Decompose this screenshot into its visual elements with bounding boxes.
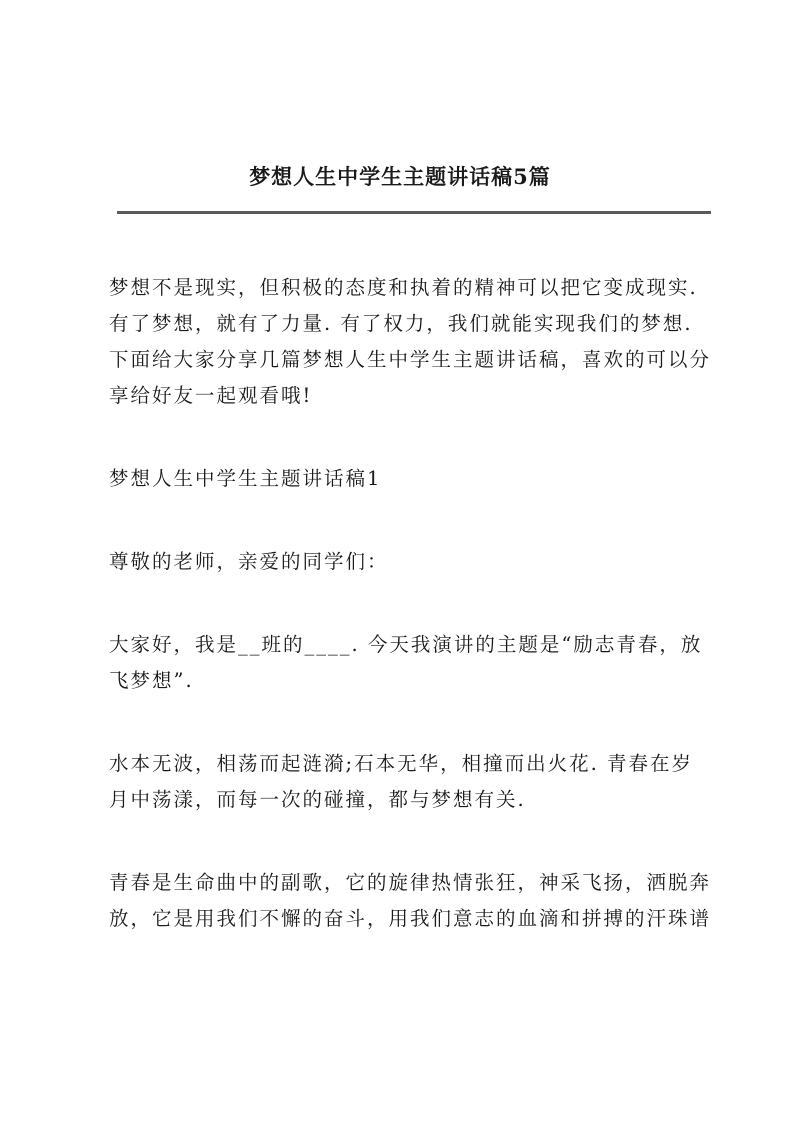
title-divider <box>117 211 711 214</box>
paragraph-salutation <box>109 544 713 580</box>
paragraph-intro <box>109 270 713 414</box>
text-line: 享给好友一起观看哦! <box>109 384 313 407</box>
text-line: 梦想不是现实，但积极的态度和执着的精神可以把它变成现实. <box>109 276 698 299</box>
document-title: 梦想人生中学生主题讲话稿5篇 <box>249 164 551 189</box>
text-line: 下面给大家分享几篇梦想人生中学生主题讲话稿，喜欢的可以分 <box>109 348 712 371</box>
text-line: 飞梦想”. <box>109 669 194 692</box>
text-line: 放，它是用我们不懈的奋斗，用我们意志的血滴和拼搏的汗珠谱 <box>109 907 712 930</box>
text-line: 尊敬的老师，亲爱的同学们： <box>109 550 389 573</box>
text-line: 梦想人生中学生主题讲话稿1 <box>109 467 382 490</box>
text-line: 月中荡漾，而每一次的碰撞，都与梦想有关. <box>109 788 526 811</box>
document-body <box>109 270 713 984</box>
section-heading <box>109 461 713 497</box>
text-line: 青春是生命曲中的副歌，它的旋律热情张狂，神采飞扬，洒脱奔 <box>109 871 712 894</box>
text-line: 有了梦想，就有了力量. 有了权力，我们就能实现我们的梦想. <box>109 312 693 335</box>
text-line: 大家好，我是__班的____. 今天我演讲的主题是“励志青春，放 <box>109 633 703 656</box>
text-line: 水本无波，相荡而起涟漪;石本无华，相撞而出火花. 青春在岁 <box>109 752 693 775</box>
paragraph-water-stone <box>109 746 713 818</box>
paragraph-youth <box>109 865 713 937</box>
paragraph-greeting <box>109 627 713 699</box>
